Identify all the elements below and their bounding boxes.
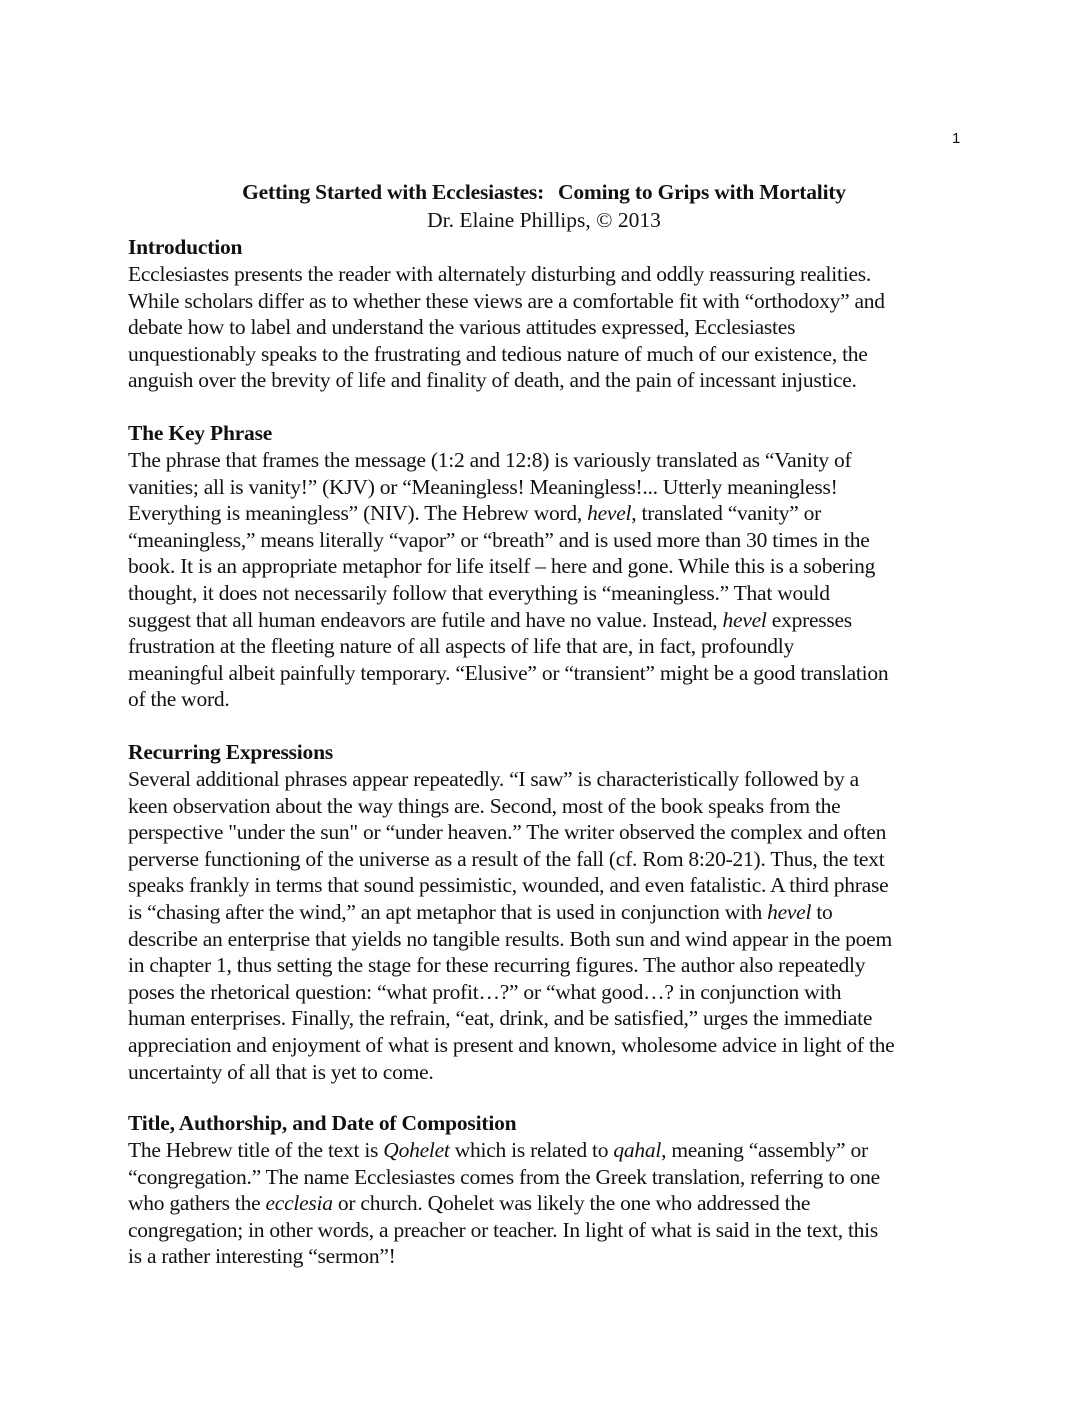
text-line bbox=[128, 1137, 978, 1164]
italic-term: ecclesia bbox=[265, 1191, 333, 1216]
text-line bbox=[128, 580, 978, 607]
italic-term: Qohelet bbox=[383, 1138, 450, 1162]
text-line bbox=[128, 261, 978, 288]
text-run: human enterprises. Finally, the refrain, “eat, drink, and be satisfied,” urges the immediate bbox=[128, 1006, 873, 1031]
italic-term: hevel bbox=[767, 899, 812, 924]
text-run: unquestionably speaks to the frustrating and tedious nature of much of our existence, the bbox=[128, 341, 868, 366]
text-line bbox=[128, 846, 978, 873]
text-line bbox=[128, 1164, 978, 1191]
text-line bbox=[128, 766, 978, 793]
text-run: appreciation and enjoyment of what is present and known, wholesome advice in light of the bbox=[128, 1032, 895, 1057]
text-run: congregation; in other words, a preacher or teacher. In light of what is said in the text, this bbox=[128, 1217, 879, 1242]
text-run: describe an enterprise that yields no tangible results. Both sun and wind appear in the poem bbox=[128, 926, 892, 951]
text-line bbox=[128, 447, 978, 474]
text-run: in chapter 1, thus setting the stage for these recurring figures. The author also repeatedly bbox=[128, 953, 866, 978]
text-line bbox=[128, 952, 978, 979]
text-line bbox=[128, 341, 978, 368]
text-line bbox=[128, 367, 978, 394]
section-title-authorship bbox=[128, 1110, 978, 1270]
text-run: speaks frankly in terms that sound pessimistic, wounded, and even fatalistic. A third phrase bbox=[128, 873, 889, 898]
section-heading: The Key Phrase bbox=[128, 421, 273, 445]
text-run: who gathers the bbox=[128, 1191, 266, 1216]
text-run: debate how to label and understand the various attitudes expressed, Ecclesiastes bbox=[128, 315, 796, 340]
text-run: which is related to bbox=[449, 1138, 614, 1162]
text-line bbox=[128, 660, 978, 687]
text-line bbox=[128, 500, 978, 527]
text-run: book. It is an appropriate metaphor for life itself – here and gone. While this is a sobering bbox=[128, 554, 876, 579]
text-run: , meaning “assembly” or bbox=[661, 1138, 868, 1162]
text-run: frustration at the fleeting nature of all aspects of life that are, in fact, profoundly bbox=[128, 634, 794, 659]
text-run: “congregation.” The name Ecclesiastes comes from the Greek translation, referring to one bbox=[128, 1164, 880, 1189]
text-line bbox=[128, 1217, 978, 1244]
text-run: Everything is meaningless” (NIV). The Hebrew word, bbox=[128, 501, 588, 526]
text-run: to bbox=[811, 899, 833, 924]
text-line bbox=[128, 1190, 978, 1217]
text-run: keen observation about the way things are. Second, most of the book speaks from the bbox=[128, 793, 841, 818]
text-line bbox=[128, 872, 978, 899]
text-run: While scholars differ as to whether these views are a comfortable fit with “orthodoxy” and bbox=[128, 288, 885, 313]
text-line bbox=[128, 926, 978, 953]
text-run: expresses bbox=[766, 607, 852, 632]
text-line bbox=[128, 793, 978, 820]
text-line bbox=[128, 1243, 978, 1270]
italic-term: qahal bbox=[613, 1138, 662, 1162]
text-line bbox=[128, 1059, 978, 1086]
section-heading: Title, Authorship, and Date of Composition bbox=[128, 1111, 517, 1135]
text-run: “meaningless,” means literally “vapor” or “breath” and is used more than 30 times in the bbox=[128, 527, 870, 552]
text-run: The Hebrew title of the text is bbox=[128, 1138, 384, 1162]
title-part-2: Coming to Grips with Mortality bbox=[558, 180, 846, 204]
text-run: or church. Qohelet was likely the one who addressed the bbox=[332, 1191, 811, 1216]
paragraph bbox=[128, 1137, 978, 1270]
text-run: is “chasing after the wind,” an apt metaphor that is used in conjunction with bbox=[128, 899, 768, 924]
text-line bbox=[128, 288, 978, 315]
text-run: of the word. bbox=[128, 687, 230, 712]
text-line bbox=[128, 607, 978, 634]
title-part-1: Getting Started with Ecclesiastes: bbox=[242, 180, 545, 204]
text-run: thought, it does not necessarily follow that everything is “meaningless.” That would bbox=[128, 580, 830, 605]
text-run: The phrase that frames the message (1:2 and 12:8) is variously translated as “Vanity of bbox=[128, 448, 852, 472]
text-run: perspective "under the sun" or “under heaven.” The writer observed the complex and often bbox=[128, 820, 887, 845]
text-line bbox=[128, 474, 978, 501]
section-key-phrase bbox=[128, 420, 978, 713]
text-run: , translated “vanity” or bbox=[631, 501, 822, 526]
section-heading: Recurring Expressions bbox=[128, 740, 334, 764]
text-run: suggest that all human endeavors are futile and have no value. Instead, bbox=[128, 607, 723, 632]
text-run: vanities; all is vanity!” (KJV) or “Meaningless! Meaningless!... Utterly meaningless! bbox=[128, 474, 838, 499]
paragraph bbox=[128, 447, 978, 713]
section-recurring-expressions bbox=[128, 739, 978, 1085]
text-run: poses the rhetorical question: “what profit…?” or “what good…? in conjunction with bbox=[128, 979, 842, 1004]
text-line bbox=[128, 979, 978, 1006]
text-run: perverse functioning of the universe as a result of the fall (cf. Rom 8:20-21). Thus, the text bbox=[128, 846, 885, 871]
document-title bbox=[0, 180, 1088, 205]
text-line bbox=[128, 633, 978, 660]
section-heading: Introduction bbox=[128, 235, 243, 259]
text-line bbox=[128, 686, 978, 713]
text-line bbox=[128, 819, 978, 846]
text-line bbox=[128, 553, 978, 580]
text-line bbox=[128, 899, 978, 926]
text-run: Several additional phrases appear repeatedly. “I saw” is characteristically followed by a bbox=[128, 767, 859, 791]
text-line bbox=[128, 314, 978, 341]
text-line bbox=[128, 527, 978, 554]
page-number: 1 bbox=[952, 130, 961, 147]
text-run: meaningful albeit painfully temporary. “Elusive” or “transient” might be a good translation bbox=[128, 660, 889, 685]
text-run: uncertainty of all that is yet to come. bbox=[128, 1059, 434, 1084]
italic-term: hevel bbox=[587, 501, 632, 526]
text-line bbox=[128, 1005, 978, 1032]
author-line: Dr. Elaine Phillips, © 2013 bbox=[427, 208, 661, 232]
paragraph bbox=[128, 261, 978, 394]
text-line bbox=[128, 1032, 978, 1059]
italic-term: hevel bbox=[722, 607, 767, 632]
text-run: is a rather interesting “sermon”! bbox=[128, 1244, 396, 1269]
section-introduction bbox=[128, 234, 978, 394]
text-run: anguish over the brevity of life and finality of death, and the pain of incessant injustice. bbox=[128, 368, 857, 393]
text-run: Ecclesiastes presents the reader with alternately disturbing and oddly reassuring realities. bbox=[128, 262, 871, 286]
paragraph bbox=[128, 766, 978, 1085]
